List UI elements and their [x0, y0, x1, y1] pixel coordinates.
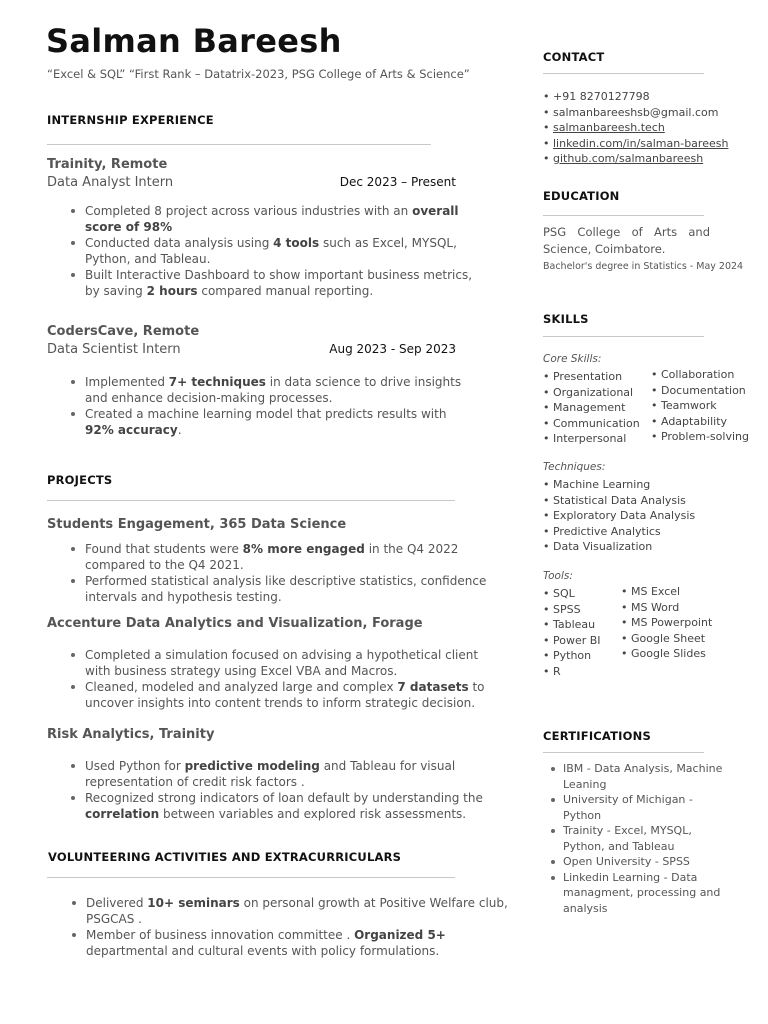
- bullet-item: Cleaned, modeled and analyzed large and complex 7 datasets to uncover insights into content trends to inform strategic decision.: [47, 679, 497, 711]
- bullet-item: Implemented 7+ techniques in data science to drive insights and enhance decision-making processes.: [47, 374, 472, 406]
- certification-item: IBM - Data Analysis, Machine Leaning: [549, 761, 729, 792]
- contact-heading: CONTACT: [543, 50, 605, 64]
- linkedin-link[interactable]: linkedin.com/in/salman-bareesh: [553, 136, 729, 150]
- skill-item: • Problem-solving: [651, 430, 749, 443]
- education-heading: EDUCATION: [543, 189, 620, 203]
- college-name: PSG College of Arts and Science, Coimbatore.: [543, 225, 710, 256]
- website-link[interactable]: salmanbareesh.tech: [553, 121, 665, 134]
- skill-item: • Collaboration: [651, 368, 735, 381]
- tool-item: • SQL: [543, 587, 575, 600]
- bullet-item: Member of business innovation committee . Organized 5+ departmental and cultural events with policy formulations.: [48, 927, 508, 959]
- github-item: • github.com/salmanbareesh: [543, 152, 704, 165]
- techniques-label: Techniques:: [543, 461, 606, 473]
- skill-item: • Organizational: [543, 385, 634, 399]
- tagline: “Excel & SQL” “First Rank – Datatrix-2023, PSG College of Arts & Science”: [47, 67, 470, 81]
- skill-item: • Presentation: [543, 370, 623, 383]
- core-skills-label: Core Skills:: [543, 353, 602, 365]
- project-title: Students Engagement, 365 Data Science: [47, 517, 347, 532]
- email-address: • salmanbareeshsb@gmail.com: [543, 105, 719, 119]
- section-divider: [543, 336, 704, 337]
- bullet-item: Completed 8 project across various industries with an overall score of 98%: [47, 203, 472, 235]
- bullet-item: Performed statistical analysis like descriptive statistics, confidence intervals and hypothesis testing.: [47, 573, 497, 605]
- tool-item: • MS Excel: [621, 585, 681, 598]
- certification-item: Trainity - Excel, MYSQL, Python, and Tableau: [549, 823, 729, 854]
- certification-item: Linkedin Learning - Data managment, processing and analysis: [549, 870, 729, 917]
- certification-item: Open University - SPSS: [549, 854, 729, 870]
- skill-item: • Management: [543, 401, 626, 414]
- section-divider: [543, 73, 704, 74]
- techniques-list: [543, 477, 695, 555]
- core-skills-list: [651, 367, 749, 445]
- entry-role: Data Analyst Intern: [47, 175, 174, 190]
- projects-heading: PROJECTS: [47, 473, 113, 487]
- phone-number: • +91 8270127798: [543, 90, 650, 103]
- contact-list: [543, 89, 728, 167]
- tool-item: • R: [543, 664, 561, 678]
- section-divider: [47, 500, 455, 501]
- skill-item: • Interpersonal: [543, 432, 627, 445]
- degree: Bachelor's degree in Statistics - May 2024: [543, 261, 744, 272]
- tool-item: • MS Word: [621, 600, 680, 614]
- bullet-list: [47, 647, 497, 711]
- bullet-list: [47, 374, 472, 438]
- volunteering-heading: VOLUNTEERING ACTIVITIES AND EXTRACURRICULARS: [48, 850, 402, 864]
- tools-list: [621, 584, 712, 662]
- tool-item: • Tableau: [543, 618, 596, 631]
- tool-item: • Python: [543, 649, 592, 662]
- entry-role: Data Scientist Intern: [47, 342, 181, 357]
- skill-item: • Documentation: [651, 383, 746, 397]
- section-divider: [47, 877, 455, 878]
- tool-item: • Power BI: [543, 633, 601, 647]
- section-divider: [543, 215, 704, 216]
- skill-item: • Adaptability: [651, 414, 728, 428]
- entry-date: Dec 2023 – Present: [339, 175, 456, 189]
- candidate-name: Salman Bareesh: [46, 22, 342, 60]
- tool-item: • MS Powerpoint: [621, 616, 713, 629]
- bullet-item: Found that students were 8% more engaged in the Q4 2022 compared to the Q4 2021.: [47, 541, 497, 573]
- entry-company: Trainity, Remote: [47, 157, 168, 172]
- certification-item: University of Michigan - Python: [549, 792, 729, 823]
- tool-item: • SPSS: [543, 602, 581, 616]
- project-title: Risk Analytics, Trainity: [47, 727, 215, 742]
- entry-company: CodersCave, Remote: [47, 324, 200, 339]
- technique-item: • Predictive Analytics: [543, 524, 661, 538]
- technique-item: • Data Visualization: [543, 540, 653, 553]
- technique-item: • Exploratory Data Analysis: [543, 509, 696, 522]
- skill-item: • Communication: [543, 416, 640, 430]
- website-item: • salmanbareesh.tech: [543, 121, 665, 134]
- linkedin-item: • linkedin.com/in/salman-bareesh: [543, 136, 729, 150]
- bullet-item: Conducted data analysis using 4 tools such as Excel, MYSQL, Python, and Tableau.: [47, 235, 472, 267]
- section-divider: [47, 144, 431, 145]
- entry-date: Aug 2023 - Sep 2023: [329, 342, 456, 356]
- github-link[interactable]: github.com/salmanbareesh: [553, 152, 704, 165]
- internship-heading: INTERNSHIP EXPERIENCE: [47, 113, 214, 127]
- certifications-heading: CERTIFICATIONS: [543, 729, 651, 743]
- tools-list: [543, 586, 601, 679]
- bullet-item: Built Interactive Dashboard to show important business metrics, by saving 2 hours compared manual reporting.: [47, 267, 472, 299]
- bullet-list: [47, 541, 497, 605]
- bullet-item: Used Python for predictive modeling and Tableau for visual representation of credit risk factors .: [47, 758, 497, 790]
- section-divider: [543, 752, 704, 753]
- skills-heading: SKILLS: [543, 312, 589, 326]
- technique-item: • Machine Learning: [543, 478, 651, 491]
- tools-label: Tools:: [543, 570, 573, 582]
- certifications-list: [549, 761, 729, 916]
- bullet-item: Completed a simulation focused on advising a hypothetical client with business strategy using Excel VBA and Macros.: [47, 647, 497, 679]
- project-title: Accenture Data Analytics and Visualization, Forage: [47, 616, 423, 631]
- bullet-item: Created a machine learning model that predicts results with 92% accuracy.: [47, 406, 472, 438]
- bullet-list: [47, 203, 472, 299]
- tool-item: • Google Slides: [621, 647, 706, 660]
- bullet-item: Recognized strong indicators of loan default by understanding the correlation between variables and explored risk assessments.: [47, 790, 497, 822]
- skill-item: • Teamwork: [651, 399, 717, 412]
- bullet-item: Delivered 10+ seminars on personal growth at Positive Welfare club, PSGCAS .: [48, 895, 508, 927]
- core-skills-list: [543, 369, 640, 447]
- tool-item: • Google Sheet: [621, 631, 706, 645]
- bullet-list: [47, 758, 497, 822]
- technique-item: • Statistical Data Analysis: [543, 493, 686, 507]
- bullet-list: [48, 895, 508, 959]
